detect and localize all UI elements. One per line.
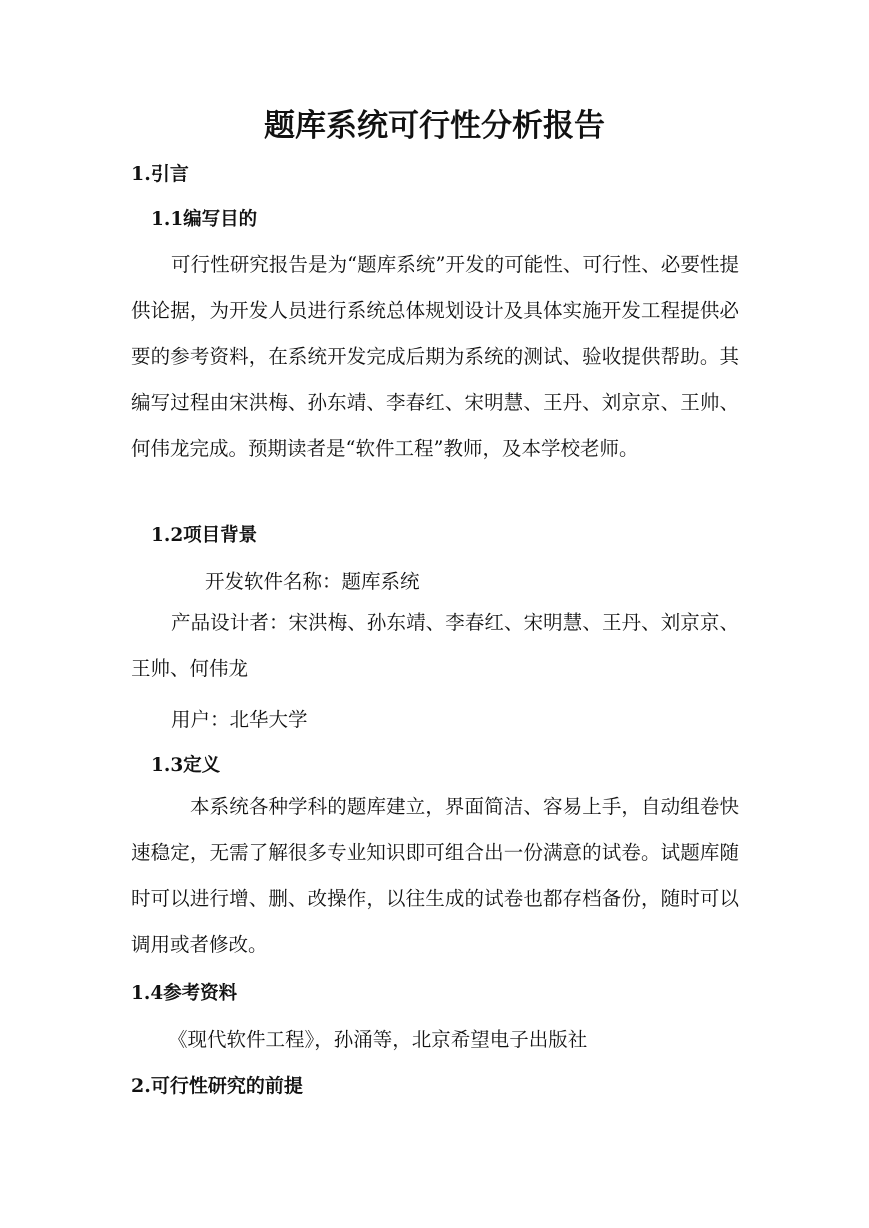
section-1-3-paragraph: 本系统各种学科的题库建立，界面简洁、容易上手，自动组卷快速稳定，无需了解很多专业知识即可组合出一份满意的试卷。试题库随时可以进行增、删、改操作，以往生成的试卷也都存档备份，随时可以调用或者修改。 [131,795,739,956]
section-1-4-heading: 1.4参考资料 [131,983,238,1004]
reference-line: 《现代软件工程》，孙涌等，北京希望电子出版社 [168,1028,588,1051]
section-1-1-heading: 1.1编写目的 [151,209,258,230]
section-1-3-heading: 1.3定义 [151,755,221,776]
document-title: 题库系统可行性分析报告 [264,108,605,144]
section-1-2-heading: 1.2项目背景 [151,525,258,546]
software-name-line: 开发软件名称：题库系统 [205,570,420,593]
section-1-1-paragraph: 可行性研究报告是为“题库系统”开发的可能性、可行性、必要性提供论据，为开发人员进行系统总体规划设计及具体实施开发工程提供必要的参考资料，在系统开发完成后期为系统的测试、验收提供帮助。其编写过程由宋洪梅、孙东靖、李春红、宋明慧、王丹、刘京京、王帅、何伟龙完成。预期读者是“软件工程”教师，及本学校老师。 [131,253,739,460]
designers-paragraph: 产品设计者：宋洪梅、孙东靖、李春红、宋明慧、王丹、刘京京、王帅、何伟龙 [131,611,739,680]
section-2-heading: 2.可行性研究的前提 [131,1075,303,1097]
section-1-heading: 1.引言 [131,163,189,185]
user-line: 用户：北华大学 [171,708,308,731]
